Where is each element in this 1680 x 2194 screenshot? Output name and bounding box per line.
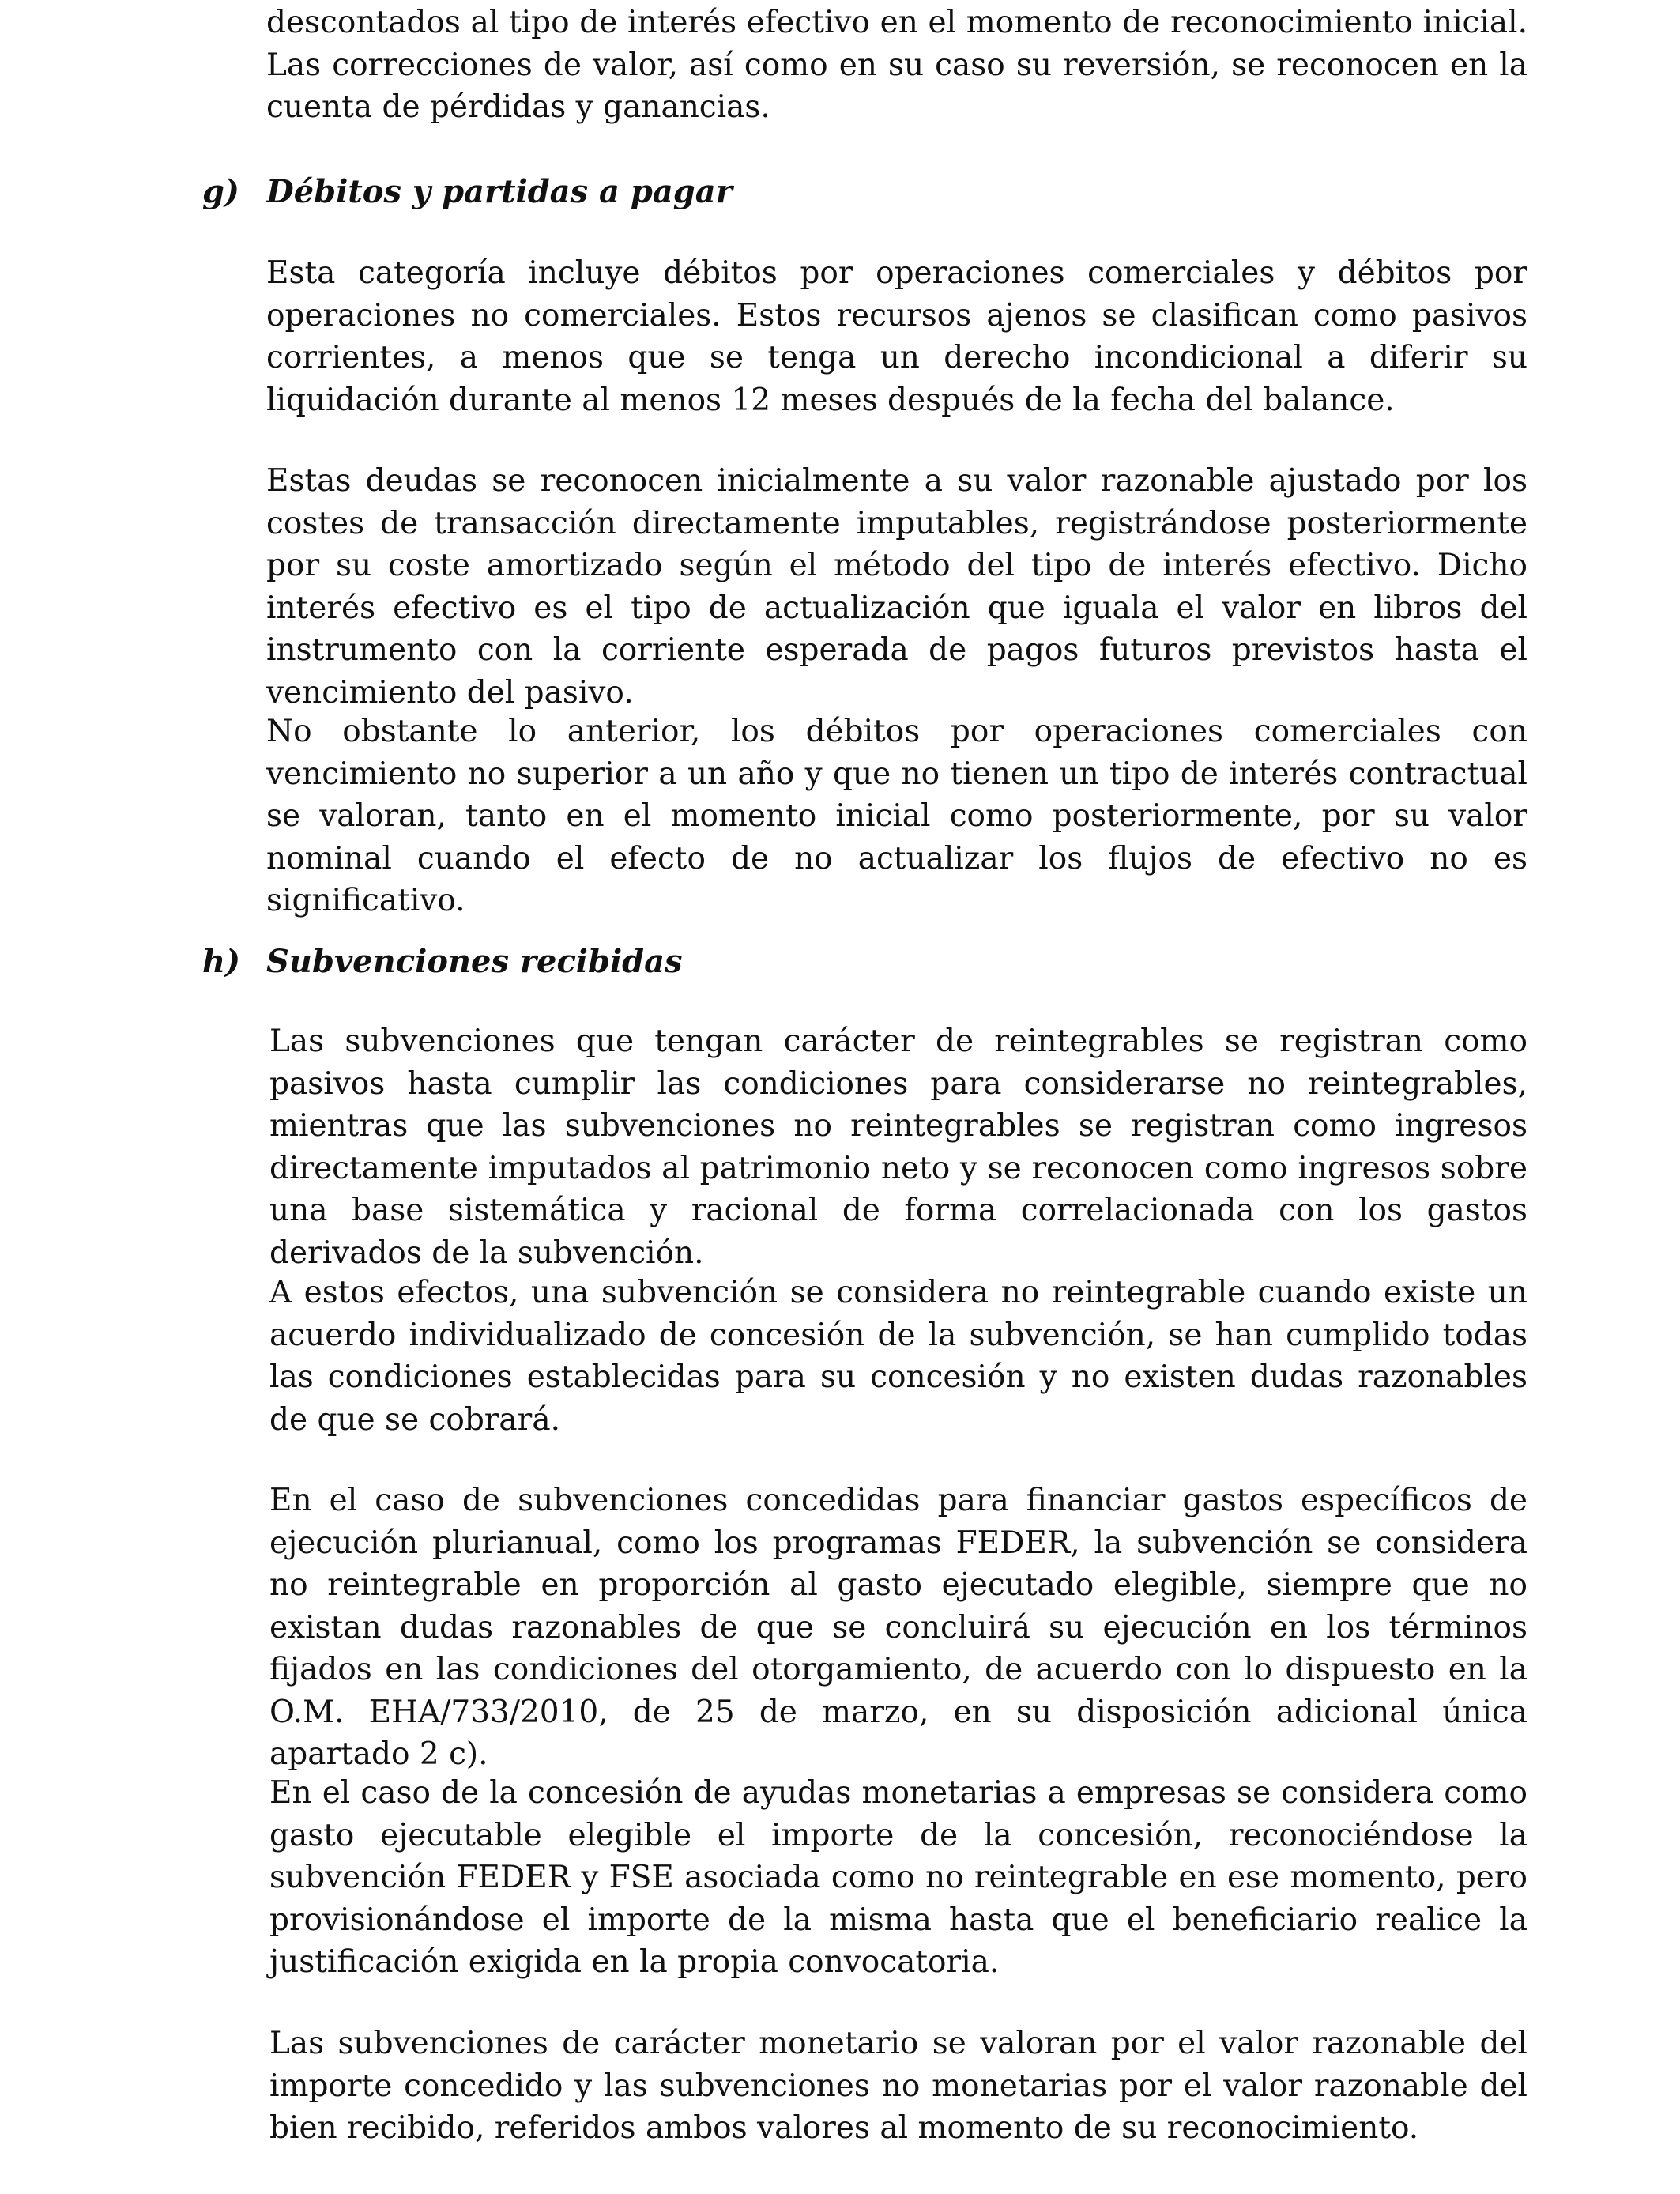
intro-paragraph: descontados al tipo de interés efectivo en el momento de reconocimiento inicial. Las correcciones de valor, así como en su caso su reversión, se reconocen en la cuenta de pérdidas y ganancias. <box>266 5 1527 125</box>
section-g-letter: g) <box>202 173 239 210</box>
section-h-paragraph-3: En el caso de subvenciones concedidas para financiar gastos específicos de ejecución plurianual, como los programas FEDER, la subvención se considera no reintegrable en proporción al gasto ejecutado elegible, siempre que no existan dudas razonables de que se concluirá su ejecución en los términos fijados en las condiciones del otorgamiento, de acuerdo con lo dispuesto en la O.M. EHA/733/2010, de 25 de marzo, en su disposición adicional única apartado 2 c). <box>269 1483 1527 1772</box>
section-g-paragraph-3: No obstante lo anterior, los débitos por operaciones comerciales con vencimiento no superior a un año y que no tienen un tipo de interés contractual se valoran, tanto en el momento inicial como posteriormente, por su valor nominal cuando el efecto de no actualizar los flujos de efectivo no es significativo. <box>266 714 1527 918</box>
section-h-title: Subvenciones recibidas <box>266 943 683 980</box>
section-g-heading <box>202 171 733 213</box>
section-h-paragraph-2: A estos efectos, una subvención se considera no reintegrable cuando existe un acuerdo individualizado de concesión de la subvención, se han cumplido todas las condiciones establecidas para su concesión y no existen dudas razonables de que se cobrará. <box>269 1275 1527 1438</box>
section-g-title: Débitos y partidas a pagar <box>266 173 733 210</box>
section-h-heading <box>202 941 683 983</box>
section-h-paragraph-4: En el caso de la concesión de ayudas monetarias a empresas se considera como gasto ejecutable elegible el importe de la concesión, reconociéndose la subvención FEDER y FSE asociada como no reintegrable en ese momento, pero provisionándose el importe de la misma hasta que el beneficiario realice la justificación exigida en la propia convocatoria. <box>269 1775 1527 1980</box>
section-h-paragraph-5: Las subvenciones de carácter monetario se valoran por el valor razonable del importe concedido y las subvenciones no monetarias por el valor razonable del bien recibido, referidos ambos valores al momento de su reconocimiento. <box>269 2026 1527 2146</box>
section-h-letter: h) <box>202 943 241 980</box>
section-h-paragraph-1: Las subvenciones que tengan carácter de reintegrables se registran como pasivos hasta cumplir las condiciones para considerarse no reintegrables, mientras que las subvenciones no reintegrables se registran como ingresos directamente imputados al patrimonio neto y se reconocen como ingresos sobre una base sistemática y racional de forma correlacionada con los gastos derivados de la subvención. <box>269 1023 1527 1271</box>
section-g-paragraph-2: Estas deudas se reconocen inicialmente a su valor razonable ajustado por los costes de transacción directamente imputables, registrándose posteriormente por su coste amortizado según el método del tipo de interés efectivo. Dicho interés efectivo es el tipo de actualización que iguala el valor en libros del instrumento con la corriente esperada de pagos futuros previstos hasta el vencimiento del pasivo. <box>266 463 1527 711</box>
section-g-paragraph-1: Esta categoría incluye débitos por operaciones comerciales y débitos por operaciones no comerciales. Estos recursos ajenos se clasifican como pasivos corrientes, a menos que se tenga un derecho incondicional a diferir su liquidación durante al menos 12 meses después de la fecha del balance. <box>266 255 1527 418</box>
